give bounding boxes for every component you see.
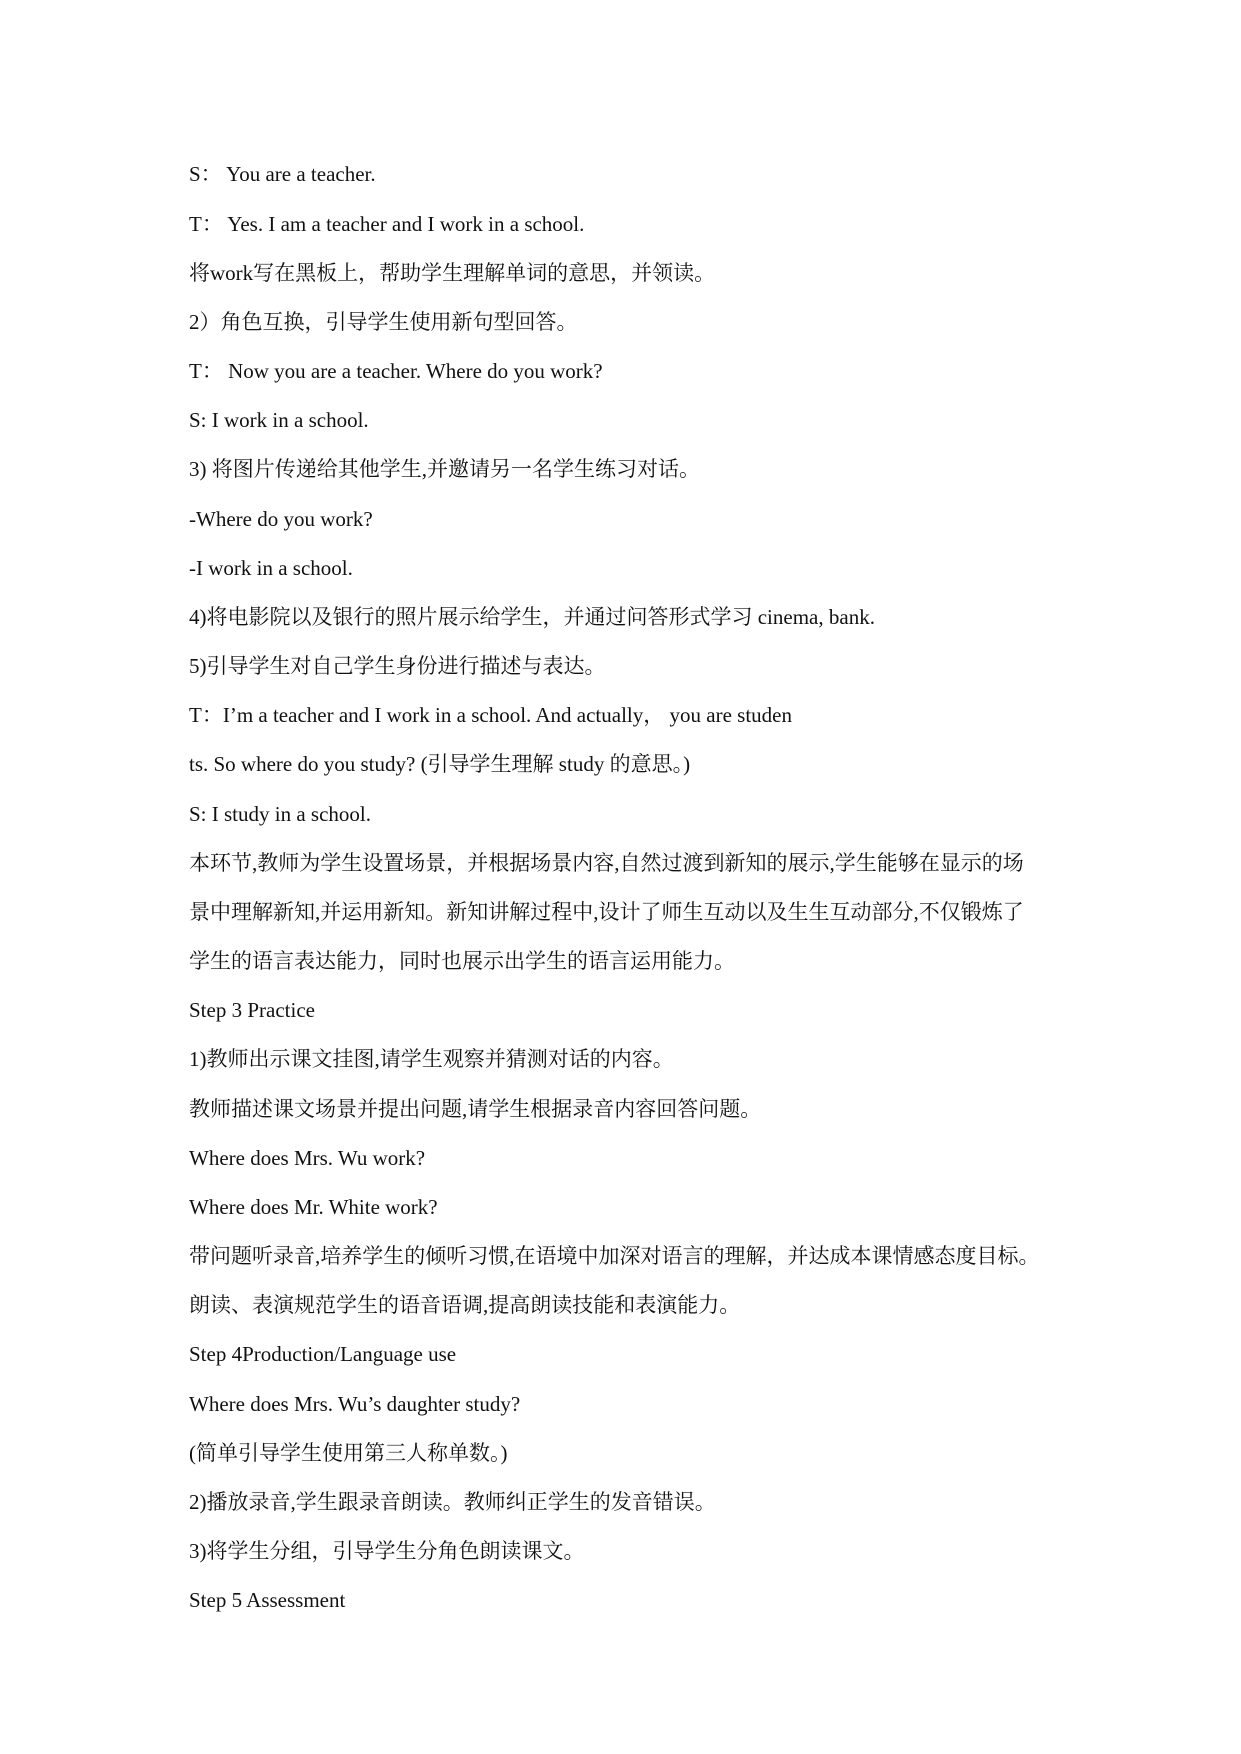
text-line: 朗读、表演规范学生的语音语调,提高朗读技能和表演能力。 — [189, 1293, 741, 1317]
text-line: 景中理解新知,并运用新知。新知讲解过程中,设计了师生互动以及生生互动部分,不仅锻炼了 — [189, 900, 1024, 924]
text-line: Where does Mrs. Wu work? — [189, 1146, 426, 1170]
text-line: 1)教师出示课文挂图,请学生观察并猜测对话的内容。 — [189, 1047, 674, 1071]
text-line: S: I study in a school. — [189, 802, 371, 826]
text-line: 5)引导学生对自己学生身份进行描述与表达。 — [189, 654, 606, 678]
text-line: ts. So where do you study? (引导学生理解 study 的意思。) — [189, 752, 691, 776]
text-line: T：I’m a teacher and I work in a school. And actually， you are studen — [189, 703, 792, 727]
text-line: 4)将电影院以及银行的照片展示给学生，并通过问答形式学习 cinema, bank. — [189, 605, 875, 629]
text-line: 3) 将图片传递给其他学生,并邀请另一名学生练习对话。 — [189, 457, 700, 481]
text-line: S: I work in a school. — [189, 408, 369, 432]
text-line: Step 4Production/Language use — [189, 1342, 457, 1366]
text-line: 教师描述课文场景并提出问题,请学生根据录音内容回答问题。 — [189, 1097, 762, 1121]
text-line: -I work in a school. — [189, 556, 353, 580]
text-line: T： Now you are a teacher. Where do you work? — [189, 359, 603, 383]
text-line: S： You are a teacher. — [189, 162, 376, 186]
text-line: 3)将学生分组，引导学生分角色朗读课文。 — [189, 1539, 585, 1563]
text-line: 将work写在黑板上，帮助学生理解单词的意思，并领读。 — [189, 261, 716, 285]
text-line: Step 5 Assessment — [189, 1588, 346, 1612]
text-line: Step 3 Practice — [189, 998, 315, 1022]
text-line: 学生的语言表达能力，同时也展示出学生的语言运用能力。 — [189, 949, 735, 973]
text-line: 2）角色互换，引导学生使用新句型回答。 — [189, 310, 578, 334]
text-line: -Where do you work? — [189, 507, 373, 531]
text-line: (简单引导学生使用第三人称单数。) — [189, 1441, 508, 1465]
text-line: 本环节,教师为学生设置场景，并根据场景内容,自然过渡到新知的展示,学生能够在显示的场 — [189, 851, 1024, 875]
text-line: Where does Mrs. Wu’s daughter study? — [189, 1392, 521, 1416]
text-line: Where does Mr. White work? — [189, 1195, 438, 1219]
text-line: 2)播放录音,学生跟录音朗读。教师纠正学生的发音错误。 — [189, 1490, 716, 1514]
text-line: T： Yes. I am a teacher and I work in a school. — [189, 212, 585, 236]
text-line: 带问题听录音,培养学生的倾听习惯,在语境中加深对语言的理解，并达成本课情感态度目标。 — [189, 1244, 1040, 1268]
